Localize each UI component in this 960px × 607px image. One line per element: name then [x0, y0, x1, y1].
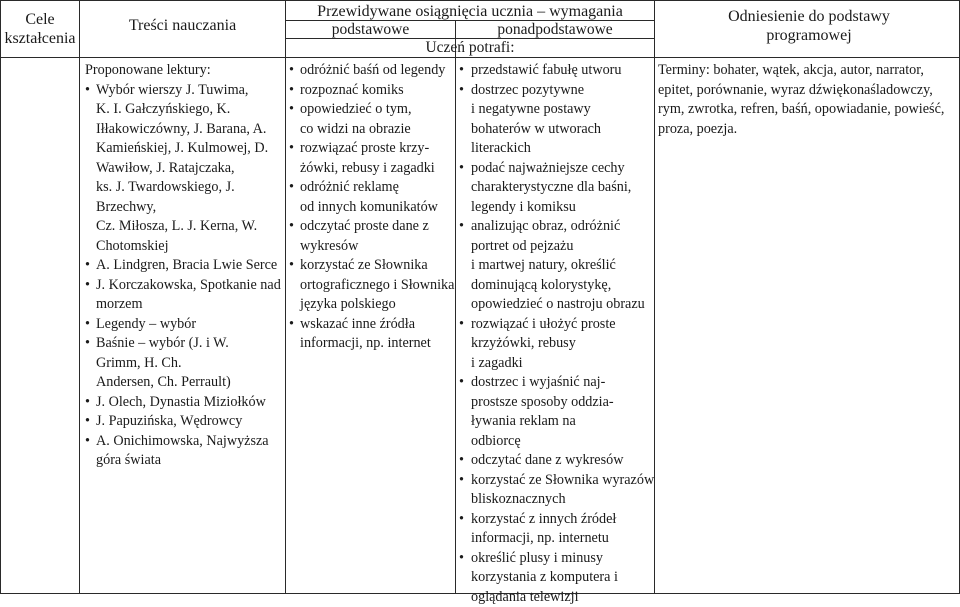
list-item-line: • Legendy – wybór	[96, 315, 283, 335]
list-item-line: • J. Olech, Dynastia Miziołków	[96, 393, 283, 413]
list-item	[85, 412, 283, 432]
list-item-line: • analizując obraz, odróżnić	[471, 217, 653, 237]
list-item-line: wykresów	[300, 237, 453, 257]
odniesienie-line: epitet, porównanie, wyraz dźwiękonaśladowczy,	[658, 81, 956, 101]
list-item-line: • dostrzec pozytywne	[471, 81, 653, 101]
list-item-line: K. I. Gałczyńskiego, K.	[96, 100, 283, 120]
header-uczen-potrafi-text: Uczeń potrafi:	[425, 39, 514, 56]
list-item	[459, 81, 653, 159]
list-item-line: odbiorcę	[471, 432, 653, 452]
list-item-line: i negatywne postawy	[471, 100, 653, 120]
list-item-line: prostsze sposoby oddzia-	[471, 393, 653, 413]
list-item-line: • podać najważniejsze cechy	[471, 159, 653, 179]
list-item-line: korzystania z komputera i	[471, 568, 653, 588]
list-item-line: informacji, np. internet	[300, 334, 453, 354]
list-item-line: Brzechwy,	[96, 198, 283, 218]
list-item	[289, 178, 453, 217]
list-item-line: Chotomskiej	[96, 237, 283, 257]
border-left	[0, 0, 1, 594]
list-item-line: • rozpoznać komiks	[300, 81, 453, 101]
list-item-line: informacji, np. internetu	[471, 529, 653, 549]
list-item	[289, 139, 453, 178]
list-item-line: • Wybór wierszy J. Tuwima,	[96, 81, 283, 101]
list-item-line: ortograficznego i Słownika	[300, 276, 453, 296]
header-podstawowe	[286, 20, 455, 39]
header-uczen-potrafi	[286, 38, 654, 57]
list-item-line: oglądania telewizji	[471, 588, 653, 607]
tresci-list	[85, 81, 283, 471]
list-item	[459, 315, 653, 374]
list-item	[85, 276, 283, 315]
list-item-line: • A. Onichimowska, Najwyższa	[96, 432, 283, 452]
col-divider-4	[654, 0, 655, 594]
tresci-intro: Proponowane lektury:	[85, 61, 283, 81]
list-item-line: • określić plusy i minusy	[471, 549, 653, 569]
list-item	[459, 549, 653, 607]
list-item-line: ływania reklam na	[471, 412, 653, 432]
list-item-line: opowiedzieć o nastroju obrazu	[471, 295, 653, 315]
list-item-line: co widzi na obrazie	[300, 120, 453, 140]
list-item	[85, 393, 283, 413]
odniesienie-line: proza, poezja.	[658, 120, 956, 140]
list-item-line: • przedstawić fabułę utworu	[471, 61, 653, 81]
ponadpodstawowe-cell	[459, 61, 653, 607]
header-ponadpodstawowe-text: ponadpodstawowe	[497, 21, 612, 38]
list-item-line: • opowiedzieć o tym,	[300, 100, 453, 120]
list-item-line: • dostrzec i wyjaśnić naj-	[471, 373, 653, 393]
list-item	[289, 100, 453, 139]
col-divider-1	[79, 0, 80, 594]
list-item	[85, 256, 283, 276]
list-item-line: ks. J. Twardowskiego, J.	[96, 178, 283, 198]
list-item-line: • odróżnić reklamę	[300, 178, 453, 198]
list-item-line: góra świata	[96, 451, 283, 471]
list-item-line: i zagadki	[471, 354, 653, 374]
list-item	[85, 315, 283, 335]
list-item-line: Kamieńskiej, J. Kulmowej, D.	[96, 139, 283, 159]
list-item-line: Andersen, Ch. Perrault)	[96, 373, 283, 393]
list-item-line: charakterystyczne dla baśni,	[471, 178, 653, 198]
list-item	[85, 334, 283, 393]
list-item	[289, 315, 453, 354]
ponadpodstawowe-list	[459, 61, 653, 607]
tresci-cell	[85, 61, 283, 471]
list-item	[85, 81, 283, 257]
list-item-line: • A. Lindgren, Bracia Lwie Serce	[96, 256, 283, 276]
header-cele	[1, 10, 79, 48]
list-item-line: • rozwiązać proste krzy-	[300, 139, 453, 159]
list-item-line: • wskazać inne źródła	[300, 315, 453, 335]
list-item	[289, 81, 453, 101]
list-item	[289, 256, 453, 315]
list-item-line: • korzystać ze Słownika wyrazów	[471, 471, 653, 491]
header-tresci-text: Treści nauczania	[129, 17, 236, 34]
list-item-line: Grimm, H. Ch.	[96, 354, 283, 374]
list-item-line: • korzystać z innych źródeł	[471, 510, 653, 530]
list-item-line: • J. Papuzińska, Wędrowcy	[96, 412, 283, 432]
odniesienie-cell	[658, 61, 956, 139]
list-item-line: żówki, rebusy i zagadki	[300, 159, 453, 179]
list-item	[289, 61, 453, 81]
list-item	[85, 432, 283, 471]
list-item	[459, 373, 653, 451]
list-item-line: bohaterów w utworach	[471, 120, 653, 140]
list-item-line: Iłłakowiczówny, J. Barana, A.	[96, 120, 283, 140]
list-item-line: • Baśnie – wybór (J. i W.	[96, 334, 283, 354]
header-podstawowe-text: podstawowe	[332, 21, 410, 38]
list-item-line: • odczytać proste dane z	[300, 217, 453, 237]
col-divider-3	[455, 20, 456, 594]
list-item-line: krzyżówki, rebusy	[471, 334, 653, 354]
list-item	[459, 61, 653, 81]
header-odniesienie	[700, 7, 918, 45]
list-item-line: od innych komunikatów	[300, 198, 453, 218]
list-item-line: • J. Korczakowska, Spotkanie nad	[96, 276, 283, 296]
list-item-line: literackich	[471, 139, 653, 159]
header-przewidywane	[286, 2, 654, 21]
list-item	[459, 217, 653, 315]
list-item-line: dominującą kolorystykę,	[471, 276, 653, 296]
list-item-line: • rozwiązać i ułożyć proste	[471, 315, 653, 335]
odniesienie-line: Terminy: bohater, wątek, akcja, autor, narrator,	[658, 61, 956, 81]
header-bottom-divider	[0, 57, 960, 58]
list-item	[459, 451, 653, 471]
list-item-line: morzem	[96, 295, 283, 315]
list-item-line: legendy i komiksu	[471, 198, 653, 218]
list-item-line: bliskoznacznych	[471, 490, 653, 510]
list-item-line: Wawiłow, J. Ratajczaka,	[96, 159, 283, 179]
list-item	[459, 159, 653, 218]
list-item-line: • odróżnić baśń od legendy	[300, 61, 453, 81]
header-tresci	[80, 16, 285, 35]
list-item-line: • odczytać dane z wykresów	[471, 451, 653, 471]
header-odniesienie-text: Odniesienie do podstawy programowej	[728, 8, 890, 44]
header-ponadpodstawowe	[456, 20, 654, 39]
header-cele-text: Cele kształcenia	[4, 11, 75, 47]
border-top	[0, 0, 960, 1]
list-item	[459, 471, 653, 510]
list-item-line: Cz. Miłosza, L. J. Kerna, W.	[96, 217, 283, 237]
list-item-line: i martwej natury, określić	[471, 256, 653, 276]
list-item-line: języka polskiego	[300, 295, 453, 315]
list-item-line: • korzystać ze Słownika	[300, 256, 453, 276]
podstawowe-cell	[289, 61, 453, 354]
header-przewidywane-text: Przewidywane osiągnięcia ucznia – wymagania	[317, 3, 623, 20]
odniesienie-line: rym, zwrotka, refren, baśń, opowiadanie, powieść,	[658, 100, 956, 120]
list-item	[289, 217, 453, 256]
col-divider-2	[285, 0, 286, 594]
list-item	[459, 510, 653, 549]
odniesienie-text	[658, 61, 956, 139]
list-item-line: portret od pejzażu	[471, 237, 653, 257]
podstawowe-list	[289, 61, 453, 354]
